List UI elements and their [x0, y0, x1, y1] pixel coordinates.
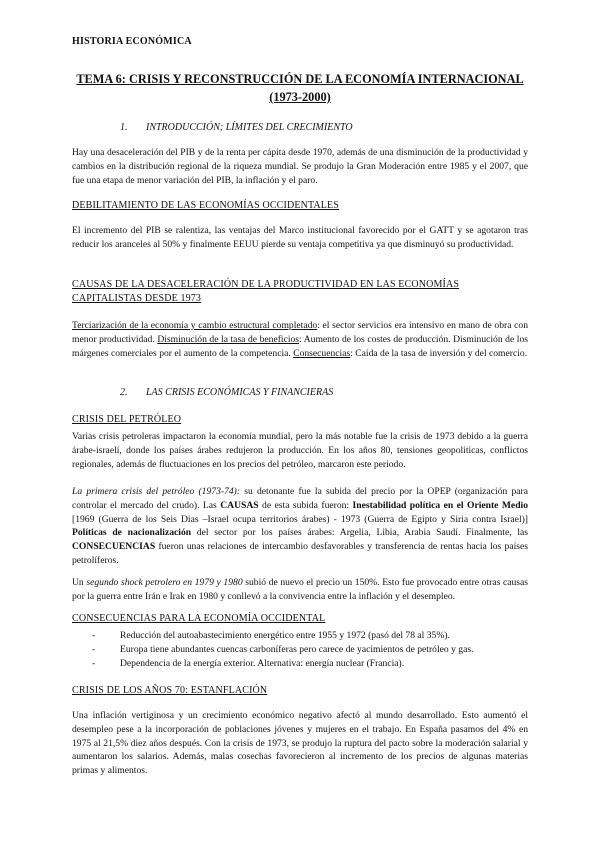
primera-text-b: de esta subida fueron:	[258, 499, 353, 511]
list-item	[72, 629, 528, 643]
paragraph-primera-crisis	[72, 485, 528, 568]
subheading-consecuencias: CONSECUENCIAS PARA LA ECONOMÍA OCCIDENTAL	[72, 613, 326, 624]
paragraph-segundo-shock	[72, 576, 528, 604]
list-item-text: Europa tiene abundantes cuencas carboníferas pero carece de yacimientos de petróleo y gas.	[120, 643, 474, 655]
primera-crisis-label: La primera crisis del petróleo (1973-74):	[72, 486, 241, 497]
section-2-number: 2.	[120, 387, 128, 398]
subheading-estanflacion: CRISIS DE LOS AÑOS 70: ESTANFLACIÓN	[72, 685, 268, 696]
consecuencias-list	[72, 629, 528, 670]
primera-text-a: su detonante fue la subida del precio por la OPEP (organización para controlar el mercado del crudo). Las	[72, 486, 528, 511]
causas-beneficios: Disminución de la tasa de beneficios	[157, 333, 300, 345]
segundo-shock-label: segundo shock petrolero en 1979 y 1980	[86, 577, 243, 588]
subheading-causas: CAUSAS DE LA DESACELERACIÓN DE LA PRODUCTIVIDAD EN LAS ECONOMÍAS CAPITALISTAS DESDE 1973	[72, 279, 460, 304]
title-line-2: (1973-2000)	[269, 90, 331, 104]
list-item	[72, 657, 528, 671]
paragraph-intro: Hay una desaceleración del PIB y de la renta per cápita desde 1970, además de una disminución de la productividad y cambios en la distribución regional de la riqueza mundial. Se produjo la Gran Moderación entre 1985 y el 2007, que fue una etapa de menor variación del PIB, la inflación y el paro.	[72, 147, 528, 186]
section-1-heading	[120, 122, 353, 133]
causas-text-b: : Aumento de los costes de producción. Disminución de los márgenes comerciales por el aumento de la competencia.	[72, 333, 528, 359]
primera-text-d: del sector por los países árabes: Argelia, Libia, Arabia Saudí. Finalmente, las	[191, 527, 528, 539]
paragraph-petroleo: Varias crisis petroleras impactaron la economía mundial, pero la más notable fue la crisis de 1973 debido a la guerra árabe-israelí, donde los países árabes redujeron la producción. En los años 80, tensiones geopolíticas, conflictos regionales, además de fluctuaciones en los precios del petróleo, marcaron este periodo.	[72, 431, 528, 470]
causas-text-c: : Caída de la tasa de inversión y del comercio.	[350, 347, 528, 359]
causas-consecuencias: Consecuencias	[293, 347, 351, 359]
list-item	[72, 643, 528, 657]
title-line-1: TEMA 6: CRISIS Y RECONSTRUCCIÓN DE LA ECONOMÍA INTERNACIONAL	[76, 72, 524, 86]
paragraph-estanflacion: Una inflación vertiginosa y un crecimiento económico negativo afectó al mundo desarrollado. Esto aumentó el desempleo pese a la incorporación de poblaciones jóvenes y mujeres en el trabajo. En España pasamos del 4% en 1975 al 21,5% diez años después. Con la crisis de 1973, se produjo la ruptura del pacto sobre la moderación salarial y aumentaron los salarios. Además, malas cosechas favorecieron al incremento de los precios de algunas materias primas y alimentos.	[72, 710, 528, 777]
causas-text-a: : el sector servicios era intensivo en mano de obra con menor productividad.	[72, 320, 529, 345]
section-1-title: INTRODUCCIÓN; LÍMITES DEL CRECIMIENTO	[146, 122, 353, 133]
subheading-petroleo: CRISIS DEL PETRÓLEO	[72, 414, 182, 425]
bullet-dash: -	[92, 643, 96, 655]
section-2-heading	[120, 387, 333, 398]
primera-consecuencias: CONSECUENCIAS	[72, 541, 156, 553]
list-item-text: Reducción del autoabastecimiento energético entre 1955 y 1972 (pasó del 78 al 35%).	[120, 630, 450, 641]
section-2-title: LAS CRISIS ECONÓMICAS Y FINANCIERAS	[146, 387, 334, 398]
subheading-debilitamiento: DEBILITAMIENTO DE LAS ECONOMÍAS OCCIDENTALES	[72, 200, 340, 211]
primera-inestabilidad: Inestabilidad política en el Oriente Medio	[352, 499, 528, 511]
segundo-text-c: subió de nuevo el precio un 150%. Esto fue provocado entre otras causas por la guerra entre Irán e Irak en 1980 y conllevó a la convivencia entre la inflación y el desempleo.	[72, 577, 528, 602]
document-header: HISTORIA ECONÓMICA	[72, 36, 192, 47]
document-title	[72, 70, 528, 106]
causas-terciarizacion: Terciarización de la economía y cambio estructural completado	[72, 320, 318, 331]
primera-text-c: [1969 (Guerra de los Seis Días –Israel ocupa territorios árabes) - 1973 (Guerra de Egipto y Siria contra Israel)]	[72, 513, 528, 525]
paragraph-causas	[72, 319, 528, 360]
primera-text-e: fueron unas relaciones de intercambio desfavorables y transferencia de rentas hacia los países petrolíferos.	[72, 541, 528, 566]
list-item-text: Dependencia de la energía exterior. Alternativa: energía nuclear (Francia).	[120, 657, 405, 669]
primera-causas: CAUSAS	[220, 499, 259, 511]
section-1-number: 1.	[120, 122, 128, 133]
paragraph-debilitamiento: El incremento del PIB se ralentiza, las ventajas del Marco institucional favorecido por el GATT y se agotaron tras reducir los aranceles al 50% y finalmente EEUU pierde su ventaja competitiva ya que disminuyó su productividad.	[72, 225, 528, 250]
segundo-text-a: Un	[72, 577, 87, 588]
bullet-dash: -	[92, 630, 96, 641]
bullet-dash: -	[92, 657, 96, 669]
primera-nacionalizacion: Políticas de nacionalización	[72, 527, 192, 539]
